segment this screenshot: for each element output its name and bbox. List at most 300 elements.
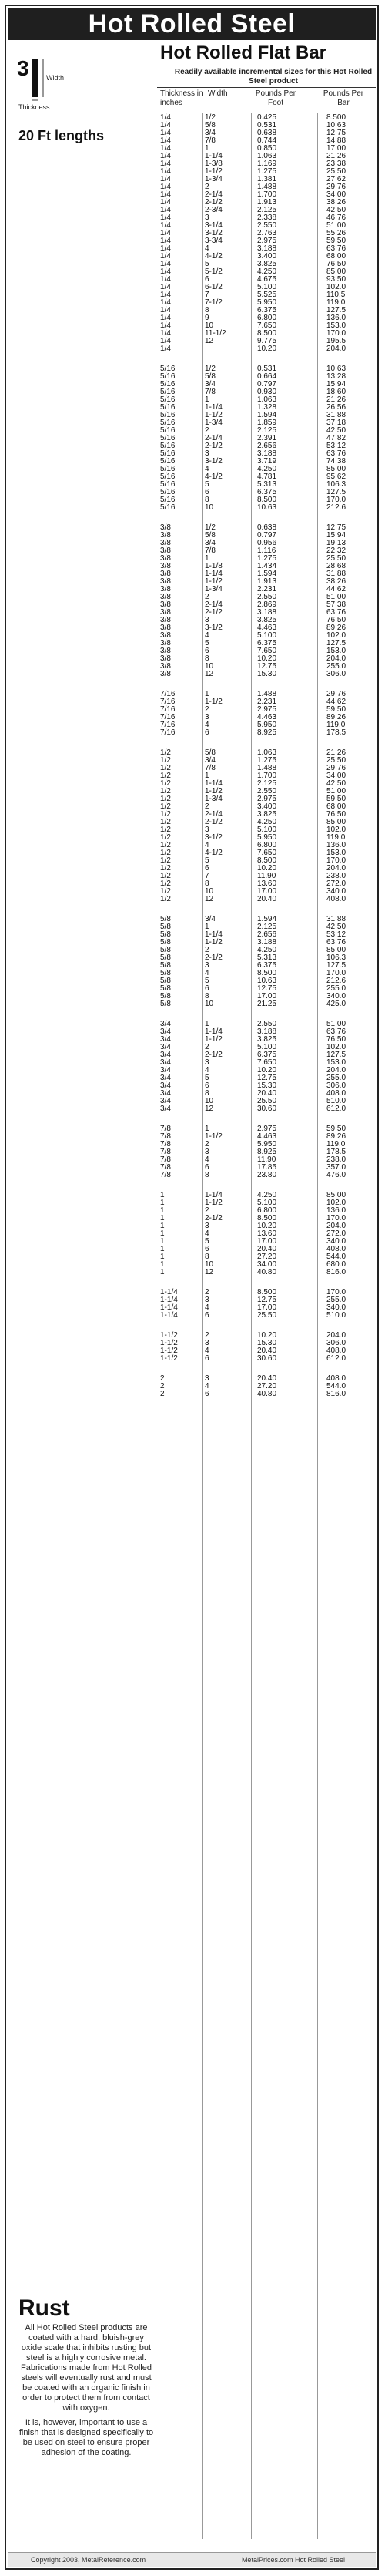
cell-pounds-per-bar: 136.0 bbox=[326, 1206, 346, 1215]
cell-pounds-per-foot: 4.463 bbox=[257, 713, 277, 721]
group-gap bbox=[159, 1276, 376, 1289]
cell-pounds-per-foot: 5.950 bbox=[257, 833, 277, 842]
cell-width: 6 bbox=[205, 1390, 209, 1398]
cell-thickness: 1/4 bbox=[160, 244, 171, 253]
cell-pounds-per-foot: 3.719 bbox=[257, 457, 277, 466]
cell-width: 3 bbox=[205, 1296, 209, 1304]
cell-thickness: 3/4 bbox=[160, 1105, 171, 1113]
cell-pounds-per-bar: 76.50 bbox=[326, 1035, 346, 1044]
cell-width: 2 bbox=[205, 1043, 209, 1051]
cell-width: 2 bbox=[205, 1331, 209, 1340]
cell-width: 1-3/4 bbox=[205, 795, 223, 803]
cell-pounds-per-foot: 2.125 bbox=[257, 426, 277, 435]
cell-width: 7/8 bbox=[205, 136, 216, 145]
cell-width: 4 bbox=[205, 244, 209, 253]
cell-width: 2-1/2 bbox=[205, 1051, 223, 1059]
cell-width: 1/2 bbox=[205, 365, 216, 373]
cell-thickness: 2 bbox=[160, 1390, 165, 1398]
cell-pounds-per-bar: 93.50 bbox=[326, 275, 346, 284]
cell-pounds-per-bar: 10.63 bbox=[326, 365, 346, 373]
cell-pounds-per-foot: 3.825 bbox=[257, 1035, 277, 1044]
cell-width: 6 bbox=[205, 1081, 209, 1090]
cell-thickness: 1 bbox=[160, 1199, 165, 1207]
cell-thickness: 3/8 bbox=[160, 624, 171, 632]
cell-width: 6 bbox=[205, 488, 209, 496]
cell-pounds-per-foot: 2.125 bbox=[257, 779, 277, 788]
cell-pounds-per-bar: 10.63 bbox=[326, 121, 346, 129]
cell-pounds-per-bar: 38.26 bbox=[326, 198, 346, 207]
cell-thickness: 1/2 bbox=[160, 802, 171, 811]
cell-pounds-per-foot: 1.063 bbox=[257, 395, 277, 404]
cell-pounds-per-bar: 102.0 bbox=[326, 283, 346, 291]
cell-pounds-per-foot: 2.231 bbox=[257, 698, 277, 706]
cell-pounds-per-foot: 7.650 bbox=[257, 321, 277, 330]
cell-width: 6 bbox=[205, 1354, 209, 1363]
cell-pounds-per-foot: 7.650 bbox=[257, 849, 277, 857]
cell-thickness: 1/2 bbox=[160, 826, 171, 834]
cell-thickness: 3/4 bbox=[160, 1066, 171, 1074]
cell-pounds-per-bar: 42.50 bbox=[326, 206, 346, 214]
cell-pounds-per-bar: 106.3 bbox=[326, 953, 346, 962]
cell-width: 12 bbox=[205, 1105, 214, 1113]
cell-thickness: 1 bbox=[160, 1206, 165, 1215]
table-row bbox=[159, 1269, 376, 1276]
cell-thickness: 5/8 bbox=[160, 930, 171, 939]
cell-width: 6 bbox=[205, 275, 209, 284]
cell-pounds-per-foot: 10.63 bbox=[257, 503, 277, 512]
cell-width: 3/4 bbox=[205, 915, 216, 923]
cell-pounds-per-bar: 408.0 bbox=[326, 1347, 346, 1355]
cell-pounds-per-foot: 8.500 bbox=[257, 1214, 277, 1222]
cell-pounds-per-foot: 1.700 bbox=[257, 772, 277, 780]
cell-thickness: 5/16 bbox=[160, 426, 176, 435]
cell-pounds-per-bar: 14.88 bbox=[326, 136, 346, 145]
cell-width: 6 bbox=[205, 1163, 209, 1172]
cell-width: 1 bbox=[205, 395, 209, 404]
cell-thickness: 1/4 bbox=[160, 160, 171, 168]
cell-thickness: 1/2 bbox=[160, 887, 171, 896]
cell-pounds-per-foot: 17.00 bbox=[257, 1237, 277, 1246]
cell-pounds-per-foot: 11.90 bbox=[257, 1155, 276, 1164]
cell-width: 4 bbox=[205, 721, 209, 729]
cell-width: 1-1/4 bbox=[205, 1027, 223, 1036]
col-width: Width bbox=[208, 89, 228, 98]
cell-width: 6 bbox=[205, 1245, 209, 1253]
cell-thickness: 3/8 bbox=[160, 554, 171, 563]
cell-pounds-per-bar: 85.00 bbox=[326, 267, 346, 276]
cell-pounds-per-foot: 1.488 bbox=[257, 764, 277, 772]
cell-pounds-per-bar: 238.0 bbox=[326, 1155, 346, 1164]
cell-pounds-per-foot: 3.825 bbox=[257, 810, 277, 819]
cell-pounds-per-bar: 255.0 bbox=[326, 984, 346, 993]
cell-pounds-per-bar: 57.38 bbox=[326, 600, 346, 609]
cell-thickness: 3/8 bbox=[160, 523, 171, 532]
cell-thickness: 1 bbox=[160, 1191, 165, 1199]
cell-width: 10 bbox=[205, 321, 214, 330]
cell-pounds-per-bar: 29.76 bbox=[326, 764, 346, 772]
cell-pounds-per-bar: 18.60 bbox=[326, 388, 346, 396]
cell-pounds-per-foot: 0.425 bbox=[257, 113, 277, 122]
cell-pounds-per-bar: 204.0 bbox=[326, 654, 346, 663]
cell-thickness: 3/4 bbox=[160, 1097, 171, 1105]
cell-pounds-per-foot: 1.700 bbox=[257, 190, 277, 199]
cell-thickness: 5/8 bbox=[160, 969, 171, 977]
cell-thickness: 3/8 bbox=[160, 616, 171, 624]
table-row bbox=[159, 896, 376, 903]
cell-width: 12 bbox=[205, 1268, 214, 1276]
cell-pounds-per-foot: 5.950 bbox=[257, 298, 277, 307]
thickness-label: Thickness bbox=[18, 103, 50, 111]
cell-thickness: 7/16 bbox=[160, 690, 176, 698]
cell-pounds-per-foot: 15.30 bbox=[257, 1081, 277, 1090]
cell-pounds-per-foot: 1.594 bbox=[257, 570, 277, 578]
cell-width: 1-3/8 bbox=[205, 160, 223, 168]
group-gap bbox=[159, 678, 376, 691]
cell-width: 3 bbox=[205, 713, 209, 721]
cell-thickness: 7/8 bbox=[160, 1125, 171, 1133]
cell-pounds-per-bar: 119.0 bbox=[326, 1140, 346, 1148]
cell-pounds-per-foot: 11.90 bbox=[257, 872, 276, 880]
cell-pounds-per-foot: 13.60 bbox=[257, 1229, 277, 1238]
cell-pounds-per-bar: 119.0 bbox=[326, 721, 346, 729]
cell-pounds-per-foot: 6.375 bbox=[257, 488, 277, 496]
cell-width: 7 bbox=[205, 291, 209, 299]
cell-width: 4 bbox=[205, 631, 209, 640]
cell-width: 3-3/4 bbox=[205, 237, 223, 245]
cell-pounds-per-foot: 1.594 bbox=[257, 915, 277, 923]
cell-pounds-per-foot: 7.650 bbox=[257, 1058, 277, 1067]
cell-width: 6 bbox=[205, 984, 209, 993]
cell-pounds-per-bar: 31.88 bbox=[326, 915, 346, 923]
cell-width: 3 bbox=[205, 826, 209, 834]
cell-pounds-per-foot: 5.313 bbox=[257, 480, 277, 489]
cell-pounds-per-foot: 4.250 bbox=[257, 1191, 277, 1199]
cell-pounds-per-bar: 85.00 bbox=[326, 946, 346, 954]
cell-thickness: 1/2 bbox=[160, 756, 171, 765]
cell-pounds-per-bar: 31.88 bbox=[326, 570, 346, 578]
cell-pounds-per-foot: 6.375 bbox=[257, 961, 277, 970]
col-pounds-per-bar: Pounds Per Bar bbox=[323, 89, 364, 107]
cell-pounds-per-foot: 2.125 bbox=[257, 923, 277, 931]
cell-thickness: 5/16 bbox=[160, 465, 176, 473]
cell-thickness: 5/16 bbox=[160, 395, 176, 404]
cell-width: 1-1/4 bbox=[205, 403, 223, 412]
cell-width: 7 bbox=[205, 872, 209, 880]
cell-pounds-per-foot: 10.20 bbox=[257, 1222, 277, 1230]
group-gap bbox=[159, 1179, 376, 1192]
cell-pounds-per-foot: 0.531 bbox=[257, 365, 277, 373]
bar-length: 20 Ft lengths bbox=[18, 128, 105, 143]
cell-pounds-per-bar: 27.62 bbox=[326, 175, 346, 183]
cell-pounds-per-bar: 153.0 bbox=[326, 321, 346, 330]
cell-pounds-per-foot: 1.434 bbox=[257, 562, 277, 570]
cell-pounds-per-foot: 20.40 bbox=[257, 1089, 277, 1098]
cell-width: 5 bbox=[205, 1237, 209, 1246]
cell-pounds-per-foot: 1.063 bbox=[257, 748, 277, 757]
cell-pounds-per-foot: 2.550 bbox=[257, 221, 277, 230]
cell-pounds-per-foot: 8.500 bbox=[257, 969, 277, 977]
cell-pounds-per-bar: 204.0 bbox=[326, 345, 346, 353]
col-pounds-per-foot: Pounds Per Foot bbox=[255, 89, 296, 107]
cell-width: 4 bbox=[205, 1347, 209, 1355]
cell-thickness: 7/16 bbox=[160, 728, 176, 737]
group-gap bbox=[159, 353, 376, 365]
cell-pounds-per-foot: 0.797 bbox=[257, 380, 277, 388]
cell-width: 5 bbox=[205, 1074, 209, 1082]
cell-width: 1 bbox=[205, 1125, 209, 1133]
page-frame bbox=[5, 5, 379, 2570]
cell-pounds-per-foot: 10.63 bbox=[257, 977, 277, 985]
group-gap bbox=[159, 1320, 376, 1332]
cell-pounds-per-foot: 2.975 bbox=[257, 237, 277, 245]
cell-pounds-per-bar: 12.75 bbox=[326, 523, 346, 532]
cell-width: 1 bbox=[205, 690, 209, 698]
table-row bbox=[159, 1000, 376, 1008]
cell-thickness: 1/4 bbox=[160, 198, 171, 207]
cell-pounds-per-foot: 1.328 bbox=[257, 403, 277, 412]
cell-pounds-per-foot: 17.85 bbox=[257, 1163, 277, 1172]
cell-pounds-per-foot: 1.275 bbox=[257, 554, 277, 563]
cell-pounds-per-foot: 8.500 bbox=[257, 856, 277, 865]
cell-width: 6 bbox=[205, 647, 209, 655]
cell-pounds-per-foot: 3.825 bbox=[257, 616, 277, 624]
cell-pounds-per-foot: 21.25 bbox=[257, 1000, 277, 1008]
cell-thickness: 5/16 bbox=[160, 449, 176, 458]
cell-thickness: 1/2 bbox=[160, 841, 171, 849]
cell-pounds-per-bar: 34.00 bbox=[326, 190, 346, 199]
cell-pounds-per-bar: 59.50 bbox=[326, 795, 346, 803]
cell-width: 2-1/2 bbox=[205, 442, 223, 450]
cell-thickness: 7/8 bbox=[160, 1163, 171, 1172]
cell-width: 3 bbox=[205, 1148, 209, 1156]
table-row bbox=[159, 504, 376, 512]
cell-thickness: 1/4 bbox=[160, 314, 171, 322]
cell-pounds-per-foot: 17.00 bbox=[257, 1303, 277, 1312]
cell-thickness: 1/2 bbox=[160, 879, 171, 888]
cell-pounds-per-bar: 34.00 bbox=[326, 772, 346, 780]
col-thickness: Thickness in inches bbox=[160, 89, 203, 107]
cell-thickness: 1/2 bbox=[160, 795, 171, 803]
cell-pounds-per-bar: 204.0 bbox=[326, 864, 346, 873]
cell-thickness: 3/8 bbox=[160, 608, 171, 617]
cell-thickness: 1/4 bbox=[160, 144, 171, 153]
cell-pounds-per-foot: 8.500 bbox=[257, 329, 277, 338]
cell-thickness: 1/4 bbox=[160, 136, 171, 145]
cell-thickness: 1/2 bbox=[160, 849, 171, 857]
cell-thickness: 1/4 bbox=[160, 237, 171, 245]
page-title: Hot Rolled Steel bbox=[8, 8, 376, 40]
cell-pounds-per-bar: 89.26 bbox=[326, 713, 346, 721]
cell-thickness: 1/4 bbox=[160, 206, 171, 214]
cell-thickness: 1 bbox=[160, 1245, 165, 1253]
cell-pounds-per-foot: 20.40 bbox=[257, 1347, 277, 1355]
cell-pounds-per-bar: 212.6 bbox=[326, 977, 346, 985]
cell-thickness: 5/8 bbox=[160, 977, 171, 985]
rust-paragraph-2: It is, however, important to use a finish that is designed specifically to be used on steel to ensure proper adhesion of the coating. bbox=[18, 2418, 154, 2457]
cell-pounds-per-bar: 51.00 bbox=[326, 593, 346, 601]
cell-thickness: 7/8 bbox=[160, 1171, 171, 1179]
cell-width: 6-1/2 bbox=[205, 283, 223, 291]
cell-width: 3 bbox=[205, 1374, 209, 1383]
cell-pounds-per-bar: 612.0 bbox=[326, 1354, 346, 1363]
group-gap bbox=[159, 1008, 376, 1021]
cell-thickness: 3/8 bbox=[160, 546, 171, 555]
cell-thickness: 3/8 bbox=[160, 647, 171, 655]
cell-pounds-per-bar: 53.12 bbox=[326, 442, 346, 450]
cell-width: 1-1/2 bbox=[205, 167, 223, 176]
cell-pounds-per-foot: 23.80 bbox=[257, 1171, 277, 1179]
cell-pounds-per-bar: 53.12 bbox=[326, 930, 346, 939]
width-label: Width bbox=[46, 74, 65, 82]
cell-pounds-per-bar: 22.32 bbox=[326, 546, 346, 555]
cell-pounds-per-foot: 4.463 bbox=[257, 1132, 277, 1141]
height-label: 3 bbox=[17, 56, 29, 80]
cell-pounds-per-foot: 2.125 bbox=[257, 206, 277, 214]
cell-thickness: 1/2 bbox=[160, 856, 171, 865]
cell-pounds-per-bar: 340.0 bbox=[326, 887, 346, 896]
cell-thickness: 1 bbox=[160, 1260, 165, 1269]
cell-width: 8 bbox=[205, 654, 209, 663]
cell-pounds-per-bar: 37.18 bbox=[326, 419, 346, 427]
cell-pounds-per-bar: 119.0 bbox=[326, 298, 346, 307]
cell-thickness: 1/4 bbox=[160, 252, 171, 261]
cell-pounds-per-foot: 17.00 bbox=[257, 992, 277, 1000]
cell-width: 2 bbox=[205, 1288, 209, 1296]
cell-thickness: 1/4 bbox=[160, 229, 171, 237]
table-row bbox=[159, 1355, 376, 1363]
cell-thickness: 2 bbox=[160, 1374, 165, 1383]
cell-width: 3-1/2 bbox=[205, 457, 223, 466]
cell-pounds-per-bar: 51.00 bbox=[326, 787, 346, 795]
cell-pounds-per-foot: 5.525 bbox=[257, 291, 277, 299]
cell-pounds-per-bar: 340.0 bbox=[326, 1237, 346, 1246]
cell-thickness: 1/4 bbox=[160, 267, 171, 276]
cell-pounds-per-foot: 15.30 bbox=[257, 670, 277, 678]
cell-pounds-per-foot: 20.40 bbox=[257, 895, 277, 903]
cell-pounds-per-foot: 17.00 bbox=[257, 887, 277, 896]
cell-width: 4 bbox=[205, 841, 209, 849]
header-rule bbox=[157, 87, 376, 88]
cell-pounds-per-bar: 195.5 bbox=[326, 337, 346, 345]
cell-width: 1-1/4 bbox=[205, 152, 223, 160]
cell-thickness: 1-1/2 bbox=[160, 1354, 178, 1363]
cell-pounds-per-foot: 2.656 bbox=[257, 930, 277, 939]
cell-pounds-per-foot: 12.75 bbox=[257, 984, 277, 993]
cell-pounds-per-bar: 63.76 bbox=[326, 244, 346, 253]
cell-pounds-per-bar: 170.0 bbox=[326, 329, 346, 338]
cell-pounds-per-bar: 29.76 bbox=[326, 183, 346, 191]
cell-width: 3/4 bbox=[205, 380, 216, 388]
cell-pounds-per-bar: 8.500 bbox=[326, 113, 346, 122]
cell-width: 1 bbox=[205, 554, 209, 563]
cell-pounds-per-bar: 476.0 bbox=[326, 1171, 346, 1179]
cell-pounds-per-foot: 9.775 bbox=[257, 337, 277, 345]
cell-thickness: 1 bbox=[160, 1253, 165, 1261]
cell-pounds-per-bar: 95.62 bbox=[326, 472, 346, 481]
cell-thickness: 5/16 bbox=[160, 380, 176, 388]
size-table bbox=[159, 114, 376, 2541]
cell-thickness: 2 bbox=[160, 1382, 165, 1391]
cell-thickness: 5/8 bbox=[160, 1000, 171, 1008]
cell-width: 7/8 bbox=[205, 764, 216, 772]
cell-thickness: 1-1/4 bbox=[160, 1303, 178, 1312]
cell-thickness: 1 bbox=[160, 1222, 165, 1230]
cell-width: 9 bbox=[205, 314, 209, 322]
cell-pounds-per-bar: 19.13 bbox=[326, 539, 346, 547]
table-row bbox=[159, 729, 376, 737]
cell-pounds-per-bar: 110.5 bbox=[326, 291, 346, 299]
cell-thickness: 3/4 bbox=[160, 1035, 171, 1044]
cell-width: 5/8 bbox=[205, 372, 216, 381]
cell-thickness: 3/4 bbox=[160, 1020, 171, 1028]
cell-thickness: 3/8 bbox=[160, 577, 171, 586]
cell-pounds-per-bar: 340.0 bbox=[326, 1303, 346, 1312]
cell-width: 4-1/2 bbox=[205, 472, 223, 481]
cell-pounds-per-foot: 0.956 bbox=[257, 539, 277, 547]
cell-pounds-per-foot: 10.20 bbox=[257, 1331, 277, 1340]
cell-thickness: 7/16 bbox=[160, 721, 176, 729]
cell-pounds-per-foot: 1.859 bbox=[257, 419, 277, 427]
cell-width: 10 bbox=[205, 1260, 214, 1269]
cell-thickness: 7/16 bbox=[160, 698, 176, 706]
cell-thickness: 3/8 bbox=[160, 662, 171, 671]
cell-pounds-per-bar: 12.75 bbox=[326, 129, 346, 137]
cell-pounds-per-bar: 425.0 bbox=[326, 1000, 346, 1008]
cell-thickness: 5/8 bbox=[160, 915, 171, 923]
cell-pounds-per-bar: 170.0 bbox=[326, 1288, 346, 1296]
cell-pounds-per-foot: 2.338 bbox=[257, 214, 277, 222]
cell-pounds-per-bar: 510.0 bbox=[326, 1097, 346, 1105]
cell-thickness: 1/2 bbox=[160, 748, 171, 757]
rust-heading: Rust bbox=[18, 2295, 70, 2321]
group-gap bbox=[159, 903, 376, 916]
cell-pounds-per-foot: 2.550 bbox=[257, 1020, 277, 1028]
cell-width: 2-1/2 bbox=[205, 1214, 223, 1222]
cell-width: 12 bbox=[205, 670, 214, 678]
cell-thickness: 1/2 bbox=[160, 895, 171, 903]
cell-pounds-per-foot: 5.950 bbox=[257, 1140, 277, 1148]
cell-pounds-per-foot: 5.100 bbox=[257, 1043, 277, 1051]
cell-pounds-per-bar: 63.76 bbox=[326, 449, 346, 458]
cell-pounds-per-foot: 1.275 bbox=[257, 167, 277, 176]
cell-pounds-per-foot: 3.188 bbox=[257, 608, 277, 617]
cell-pounds-per-foot: 7.650 bbox=[257, 647, 277, 655]
cell-thickness: 1/2 bbox=[160, 772, 171, 780]
cell-width: 1-1/4 bbox=[205, 779, 223, 788]
cell-width: 1 bbox=[205, 772, 209, 780]
footer-copyright: Copyright 2003, MetalReference.com bbox=[31, 2556, 146, 2564]
cell-thickness: 3/4 bbox=[160, 1051, 171, 1059]
cell-thickness: 5/8 bbox=[160, 992, 171, 1000]
cell-pounds-per-bar: 74.38 bbox=[326, 457, 346, 466]
cell-pounds-per-foot: 0.744 bbox=[257, 136, 277, 145]
cell-pounds-per-foot: 5.100 bbox=[257, 631, 277, 640]
cell-thickness: 3/8 bbox=[160, 670, 171, 678]
cell-thickness: 7/16 bbox=[160, 713, 176, 721]
cell-width: 3 bbox=[205, 961, 209, 970]
table-row bbox=[159, 1172, 376, 1179]
cell-width: 2 bbox=[205, 705, 209, 714]
cell-pounds-per-bar: 21.26 bbox=[326, 395, 346, 404]
cell-pounds-per-foot: 1.116 bbox=[257, 546, 276, 555]
cell-thickness: 5/16 bbox=[160, 472, 176, 481]
cell-width: 8 bbox=[205, 992, 209, 1000]
cell-pounds-per-bar: 357.0 bbox=[326, 1163, 346, 1172]
cell-width: 2 bbox=[205, 1140, 209, 1148]
cell-pounds-per-foot: 2.231 bbox=[257, 585, 277, 594]
cell-width: 4 bbox=[205, 1382, 209, 1391]
cell-thickness: 5/8 bbox=[160, 961, 171, 970]
